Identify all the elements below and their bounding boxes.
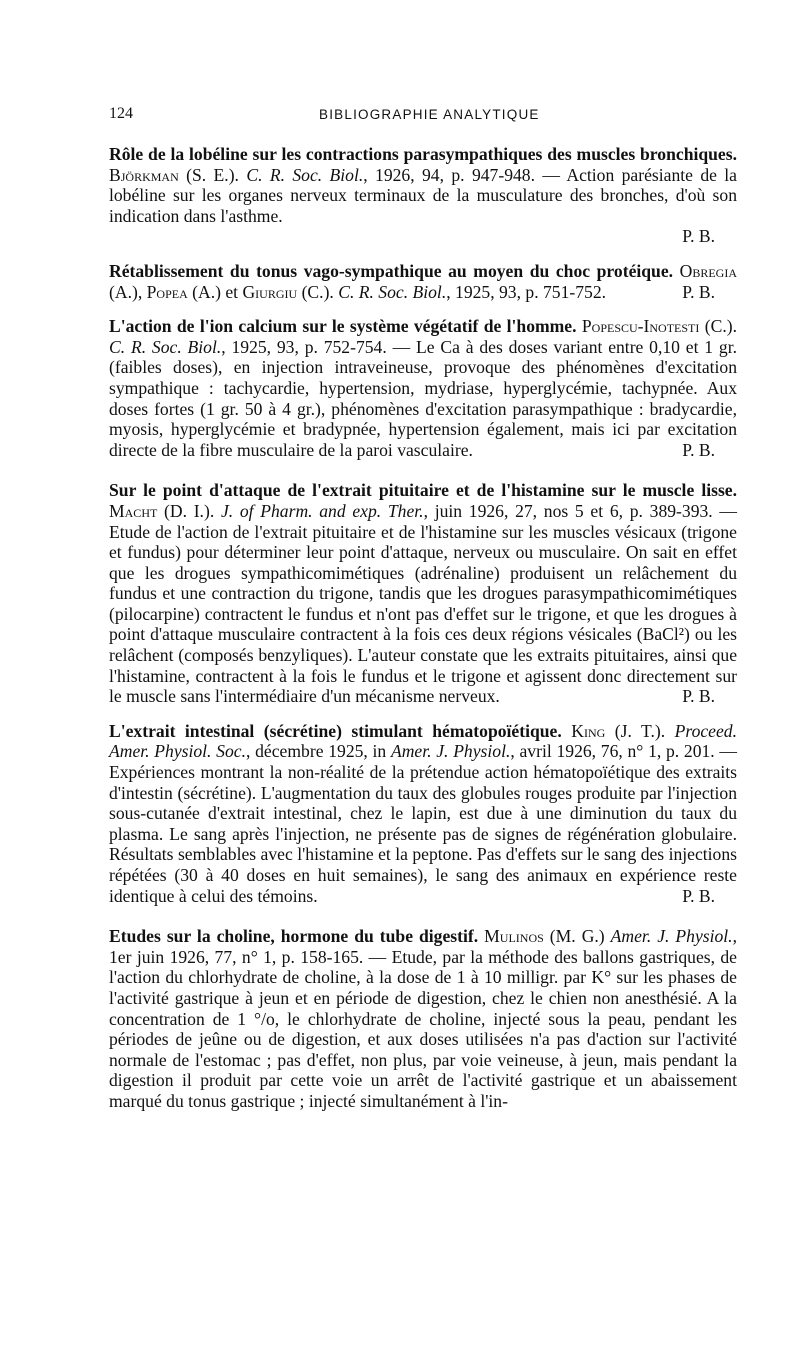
journal-source: Amer. J. Physiol. bbox=[610, 926, 733, 947]
entry-author: King bbox=[571, 720, 606, 741]
entry-title: Etudes sur la choline, hormone du tube digestif. bbox=[109, 926, 479, 947]
entry-text: , 1925, 93, p. 752-754. — Le Ca à des doses variant entre 0,10 et 1 gr. (faibles doses), en injection intraveineuse, provoque des phénomènes d'excitation sympathique : tachycardie, hypertension, mydriase, hyperglycémie, tachypnée. Aux doses fortes (1 gr. 50 à 4 gr.), phénomènes d'excitation parasympathique : bradycardie, myosis, hyperglycémie et bradypnée, hypertension également, mais ici par excitation directe de la fibre musculaire de la paroi vasculaire. bbox=[109, 336, 738, 460]
author-initials: (D. I.). bbox=[157, 500, 221, 521]
journal-source: C. R. Soc. Biol. bbox=[109, 336, 222, 357]
abstract-entry-lobeline bbox=[109, 144, 737, 247]
entry-author: Obregia bbox=[679, 260, 737, 281]
journal-source: C. R. Soc. Biol. bbox=[338, 281, 447, 302]
entry-text-mid: , décembre 1925, in bbox=[246, 741, 391, 762]
entry-author: Björkman bbox=[109, 164, 179, 185]
entry-title: Sur le point d'attaque de l'extrait pituitaire et de l'histamine sur le muscle lisse. bbox=[109, 480, 737, 501]
running-head bbox=[109, 104, 737, 126]
entry-text: , juin 1926, 27, nos 5 et 6, p. 389-393. — Etude de l'action de l'extrait pituitaire et de l'histamine sur les muscles vésicaux (trigone et fundus) pour déterminer leur point d'attaque, nerveux ou musculaire. On sait en effet que les drogues sympathicomimétiques (adrénaline) produisent un relâchement du fundus et une contraction du trigone, tandis que les drogues parasympathicomimétiques (pilocarpine) contractent le fundus et n'ont pas d'effet sur le trigone, et que les drogues à point d'attaque musculaire contractent à la fois ces deux régions vésicales (BaCl²) ou les relâchent (composés benzyliques). L'auteur constate que les extraits pituitaires, ainsi que l'histamine, contractent à la fois le fundus et le trigone et agissent donc directement sur le muscle sans l'intermédiaire d'un mécanisme nerveux. bbox=[109, 500, 737, 707]
entry-author-2: Popea bbox=[146, 281, 188, 302]
entry-title: Rétablissement du tonus vago-sympathique au moyen du choc protéique. bbox=[109, 260, 674, 281]
entry-author: Macht bbox=[109, 500, 158, 521]
abstract-entry-choc-proteique bbox=[109, 261, 737, 302]
entry-signature: P. B. bbox=[682, 226, 715, 247]
entry-signature: P. B. bbox=[682, 281, 715, 302]
author-initials: (C.). bbox=[699, 316, 737, 337]
entry-signature: P. B. bbox=[682, 439, 715, 460]
journal-source: J. of Pharm. and exp. Ther. bbox=[220, 500, 424, 521]
author-initials: (S. E.). bbox=[178, 164, 247, 185]
journal-source: Proceed. Amer. Physiol. Soc. bbox=[109, 720, 738, 762]
entry-text: , avril 1926, 76, n° 1, p. 201. — Expériences montrant la non-réalité de la prétendue action hématopoïétique des extraits d'intestin (sécrétine). L'augmentation du taux des globules rouges produite par l'injection sous-cutanée d'extrait intestinal, chez le lapin, est due à une diminution du taux du plasma. Le sang après l'injection, ne présente pas de signes de régénération globulaire. Résultats semblables avec l'histamine et la peptone. Pas d'effets sur le sang des injections répétées (30 à 40 doses en huit semaines), le sang des animaux en expérience reste identique à celui des témoins. bbox=[109, 741, 738, 906]
author-initials: (M. G.) bbox=[543, 926, 611, 947]
entry-author: Popescu-Inotesti bbox=[581, 316, 700, 337]
entry-signature: P. B. bbox=[682, 885, 715, 906]
entry-author-3: Giurgiu bbox=[242, 281, 298, 302]
entry-title: L'action de l'ion calcium sur le système végétatif de l'homme. bbox=[109, 316, 577, 337]
journal-source: C. R. Soc. Biol. bbox=[246, 164, 364, 185]
journal-source-2: Amer. J. Physiol. bbox=[390, 741, 511, 762]
abstract-entry-extrait-pituitaire bbox=[109, 480, 737, 707]
abstract-entry-secretine bbox=[109, 721, 737, 906]
entry-text: , 1er juin 1926, 77, n° 1, p. 158-165. — Etude, par la méthode des ballons gastriques, de l'action du chlorhydrate de choline, à la dose de 1 à 10 milligr. par K° sur les phases de l'activité gastrique à jeun et en période de digestion, chez le chien non anesthésié. A la concentration de 1 °/o, le chlorhydrate de choline, injecté sous la peau, pendant les périodes de jeûne ou de digestion, et aux doses utilisées n'a pas d'action sur l'activité normale de l'estomac ; pas d'effet, non plus, par voie veineuse, à jeun, mais pendant la digestion il produit par cette voie un arrêt de l'activité gastrique et un abaissement marqué du tonus gastrique ; injecté simultanément à l'in- bbox=[109, 926, 737, 1111]
journal-page bbox=[109, 104, 737, 1112]
entry-text: , 1926, 94, p. 947-948. — Action parésiante de la lobéline sur les organes nerveux terminaux de la musculature des bronches, d'où son indication dans l'asthme. bbox=[109, 164, 737, 226]
entry-author: Mulinos bbox=[484, 926, 544, 947]
entry-text: , 1925, 93, p. 751-752. bbox=[446, 281, 607, 302]
abstract-entry-choline bbox=[109, 926, 737, 1111]
abstract-entry-ion-calcium bbox=[109, 316, 737, 460]
entry-title: Rôle de la lobéline sur les contractions parasympathiques des muscles bronchiques. bbox=[109, 144, 737, 164]
running-head-title: BIBLIOGRAPHIE ANALYTIQUE bbox=[319, 107, 540, 122]
page-number: 124 bbox=[109, 105, 133, 122]
author-initials: (J. T.). bbox=[605, 720, 675, 741]
entry-signature: P. B. bbox=[682, 686, 715, 707]
author-initials-2: (A.) et bbox=[187, 281, 243, 302]
author-initials-3: (C.). bbox=[297, 281, 339, 302]
author-initials: (A.), bbox=[109, 281, 147, 302]
entry-title: L'extrait intestinal (sécrétine) stimulant hématopoïétique. bbox=[109, 720, 562, 741]
